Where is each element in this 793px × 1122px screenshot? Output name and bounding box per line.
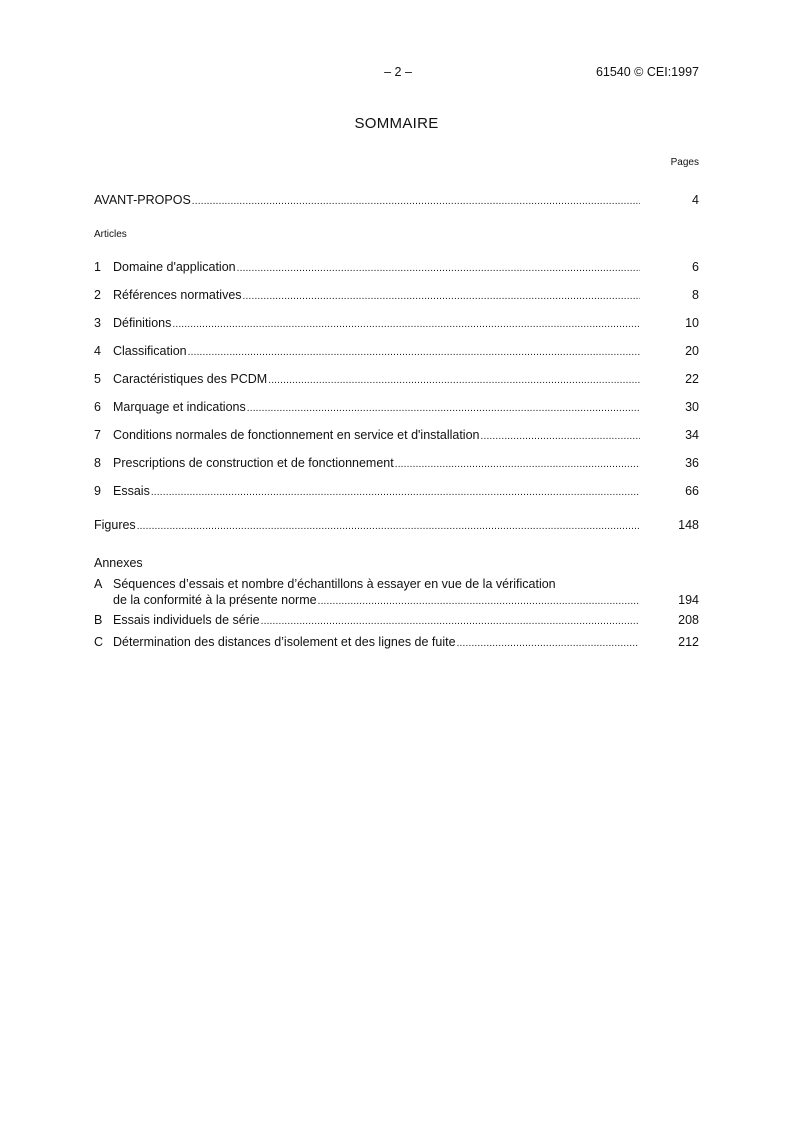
toc-entry-label: Séquences d’essais et nombre d’échantillons à essayer en vue de la vérification bbox=[113, 577, 556, 591]
toc-entry-label: Prescriptions de construction et de fonctionnement bbox=[113, 456, 394, 470]
dot-leader bbox=[318, 593, 640, 611]
toc-entry-page: 30 bbox=[685, 400, 699, 414]
toc-entry-number: 5 bbox=[94, 372, 101, 386]
toc-entry-foreword[interactable] bbox=[94, 191, 699, 209]
toc-entry-number: B bbox=[94, 613, 103, 627]
toc-entry-label: Marquage et indications bbox=[113, 400, 246, 414]
toc-entry-annex[interactable] bbox=[113, 591, 699, 609]
toc-entry-label: AVANT-PROPOS bbox=[94, 193, 191, 207]
toc-entry-article[interactable] bbox=[94, 426, 699, 444]
toc-entry-number: 4 bbox=[94, 344, 101, 358]
toc-entry-page: 20 bbox=[685, 344, 699, 358]
toc-entry-page: 66 bbox=[685, 484, 699, 498]
toc-entry-figures[interactable] bbox=[94, 516, 699, 534]
pages-column-label: Pages bbox=[670, 157, 699, 168]
toc-entry-number: 1 bbox=[94, 260, 101, 274]
toc-entry-article[interactable] bbox=[94, 482, 699, 500]
toc-entry-article[interactable] bbox=[94, 286, 699, 304]
document-reference: 61540 © CEI:1997 bbox=[595, 65, 699, 79]
dot-leader bbox=[237, 260, 640, 278]
toc-entry-page: 34 bbox=[685, 428, 699, 442]
toc-entry-number: 8 bbox=[94, 456, 101, 470]
dot-leader bbox=[457, 635, 640, 653]
dot-leader bbox=[192, 193, 640, 211]
toc-entry-page: 22 bbox=[685, 372, 699, 386]
toc-entry-label: Figures bbox=[94, 518, 136, 532]
toc-entry-number: A bbox=[94, 577, 103, 591]
toc-entry-article[interactable] bbox=[94, 314, 699, 332]
toc-entry-number: C bbox=[94, 635, 104, 649]
toc-entry-label: Définitions bbox=[113, 316, 172, 330]
dot-leader bbox=[172, 316, 640, 334]
toc-entry-label: Détermination des distances d’isolement et des lignes de fuite bbox=[113, 635, 456, 649]
page-title: SOMMAIRE bbox=[354, 115, 439, 132]
toc-entry-page: 194 bbox=[678, 593, 699, 607]
toc-entry-page: 208 bbox=[678, 613, 699, 627]
toc-entry-number: 2 bbox=[94, 288, 101, 302]
toc-entry-article[interactable] bbox=[94, 398, 699, 416]
page-number: – 2 – bbox=[384, 65, 412, 79]
toc-entry-label: Caractéristiques des PCDM bbox=[113, 372, 268, 386]
toc-entry-page: 8 bbox=[692, 288, 699, 302]
toc-entry-label: de la conformité à la présente norme bbox=[113, 593, 317, 607]
toc-entry-label: Essais bbox=[113, 484, 150, 498]
toc-entry-annex[interactable] bbox=[94, 633, 699, 651]
articles-label: Articles bbox=[94, 229, 127, 240]
dot-leader bbox=[261, 613, 640, 631]
toc-entry-article[interactable] bbox=[94, 258, 699, 276]
dot-leader bbox=[243, 288, 640, 306]
toc-entry-label: Essais individuels de série bbox=[113, 613, 260, 627]
toc-entry-number: 6 bbox=[94, 400, 101, 414]
dot-leader bbox=[481, 428, 641, 446]
toc-entry-page: 212 bbox=[678, 635, 699, 649]
toc-entry-article[interactable] bbox=[94, 370, 699, 388]
toc-entry-page: 6 bbox=[692, 260, 699, 274]
toc-entry-article[interactable] bbox=[94, 454, 699, 472]
toc-entry-label: Conditions normales de fonctionnement en service et d'installation bbox=[113, 428, 480, 442]
dot-leader bbox=[151, 484, 640, 502]
toc-entry-annex[interactable] bbox=[94, 611, 699, 629]
toc-entry-page: 4 bbox=[692, 193, 699, 207]
toc-entry-number: 9 bbox=[94, 484, 101, 498]
dot-leader bbox=[188, 344, 640, 362]
toc-entry-article[interactable] bbox=[94, 342, 699, 360]
toc-entry-page: 36 bbox=[685, 456, 699, 470]
dot-leader bbox=[395, 456, 640, 474]
toc-entry-number: 7 bbox=[94, 428, 101, 442]
dot-leader bbox=[137, 518, 639, 536]
dot-leader bbox=[247, 400, 640, 418]
dot-leader bbox=[268, 372, 640, 390]
toc-entry-label: Domaine d'application bbox=[113, 260, 236, 274]
toc-entry-label: Références normatives bbox=[113, 288, 242, 302]
annexes-label: Annexes bbox=[94, 556, 143, 570]
toc-entry-page: 148 bbox=[678, 518, 699, 532]
toc-entry-label: Classification bbox=[113, 344, 187, 358]
toc-entry-number: 3 bbox=[94, 316, 101, 330]
toc-entry-page: 10 bbox=[685, 316, 699, 330]
